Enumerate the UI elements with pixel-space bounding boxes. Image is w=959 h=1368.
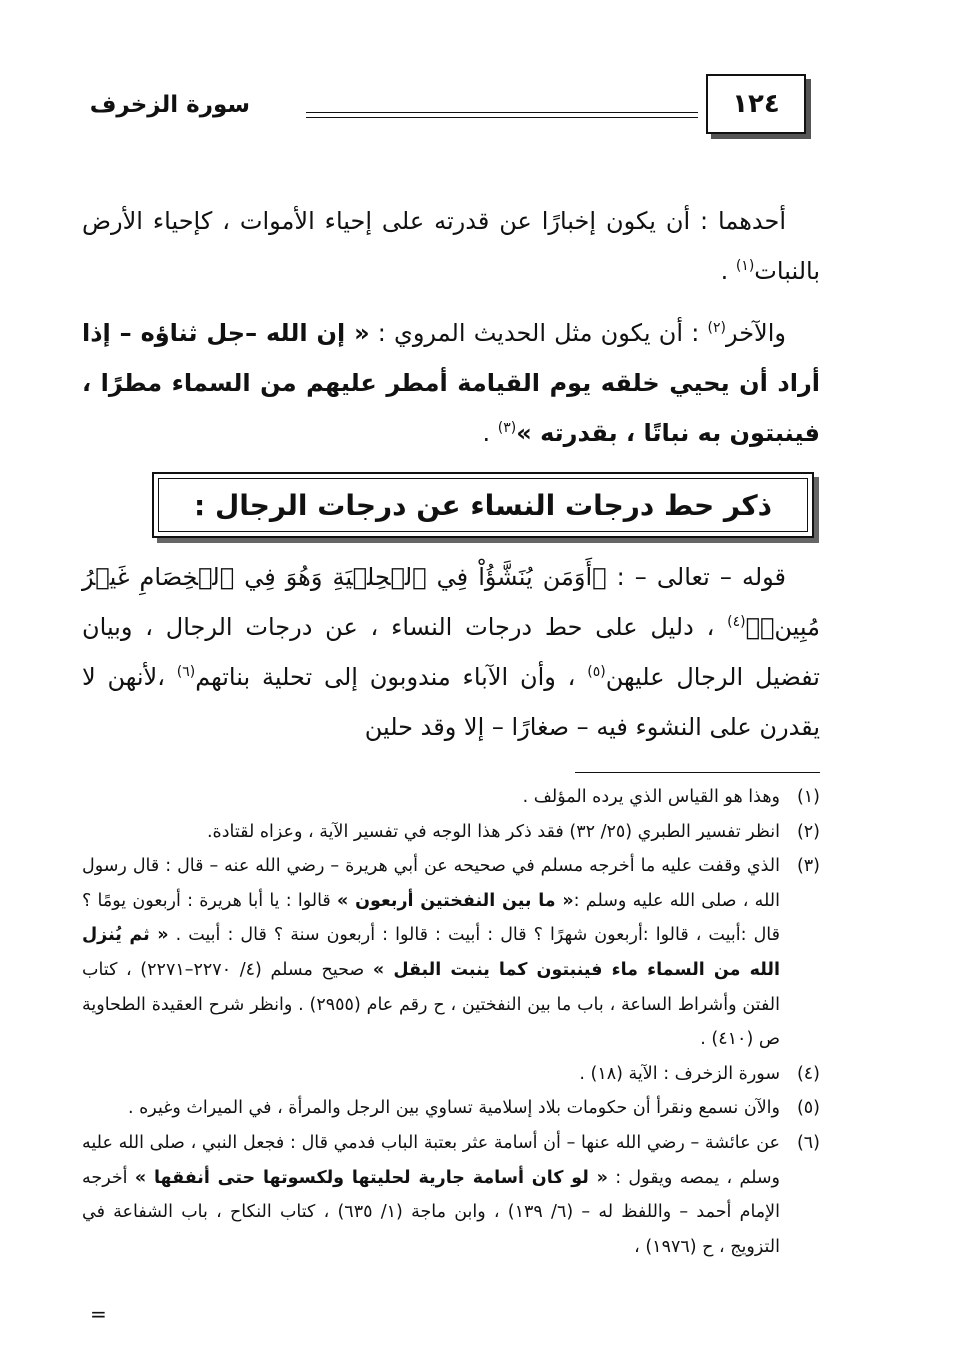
footnote-ref-6: (٦) xyxy=(176,664,196,680)
footnotes xyxy=(82,780,820,1264)
footnote-1: (١) وهذا هو القياس الذي يرده المؤلف . xyxy=(522,787,820,807)
footnote-ref-2: (٢) xyxy=(707,320,726,336)
footnote-2: (٢) انظر تفسير الطبري (٢٥/ ٣٢) فقد ذكر هذا الوجه في تفسير الآية ، وعزاه لقتادة. xyxy=(206,821,820,842)
footnote-ref-4: (٤) xyxy=(727,614,746,630)
continuation-mark: = xyxy=(90,1302,107,1326)
surah-name: سورة الزخرف xyxy=(89,92,250,118)
paragraph-2: والآخر$^{(٢)}$ : أن يكون مثل الحديث المروي : « إن الله –جل ثناؤه – إذا أراد أن يحيي خلقه يوم القيامة أمطر عليهم من السماء مطرًا ، فينبتون به نباتًا ، بقدرته »$^{(٣)}$ . xyxy=(82,319,820,447)
quran-verse: قوله – تعالى – : ﴿أَوَمَن يُنَشَّؤُاْ فِي ٱلۡحِلۡيَةِ وَهُوَ فِي ٱلۡخِصَامِ غَيۡرُ مُبِينٖ﴾ xyxy=(82,563,820,641)
body-text-top xyxy=(82,196,820,458)
footnote-ref-5: (٥) xyxy=(587,664,606,680)
footnote-ref-3: (٣) xyxy=(497,420,517,436)
paragraph-1: أحدهما : أن يكون إخبارًا عن قدرته على إحياء الأموات ، كإحياء الأرض بالنبات$^{(١)}$ . xyxy=(82,207,820,285)
footnote-3: (٣) الذي وقفت عليه ما أخرجه مسلم في صحيحه عن أبي هريرة – رضي الله عنه – قال : قال رسول الله ، صلى الله عليه وسلم :« ما بين النفختين أربعون » قالوا : يا أبا هريرة : أربعون يومًا ؟ قال :أبيت ، قالوا :أربعون شهرًا ؟ قال : أبيت : قالوا : أربعون سنة ؟ قال : أبيت . « ثم يُنزل الله من السماء ماء فينبتون كما ينبت البقل » صحيح مسلم (٤/ ٢٢٧٠–٢٢٧١) ، كتاب الفتن وأشراط الساعة ، باب ما بين النفختين ، ح رقم عام (٢٩٥٥) . وانظر شرح العقيدة الطحاوية ص (٤١٠) . xyxy=(82,856,820,1050)
footnote-ref-1: (١) xyxy=(735,258,755,274)
footnote-separator xyxy=(575,772,820,773)
footnote-5: (٥) والآن نسمع ونقرأ أن حكومات بلاد إسلامية تساوي بين الرجل والمرأة ، في الميراث وغيره . xyxy=(128,1098,820,1119)
page-number: ١٢٤ xyxy=(732,89,780,119)
header-rule xyxy=(306,112,698,118)
footnote-4: (٤) سورة الزخرف : الآية (١٨) . xyxy=(579,1063,820,1084)
footnote-6: (٦) عن عائشة – رضي الله عنها – أن أسامة عثر بعتبة الباب فدمي قال : فجعل النبي ، صلى الله عليه وسلم ، يمصه ويقول : « لو كان أسامة جارية لحليتها ولكسوتها حتى أنفقها » أخرجه الإمام أحمد – واللفظ له – (٦/ ١٣٩) ، وابن ماجة (١/ ٦٣٥) ، كتاب النكاح ، باب الشفاعة في التزويج ، ح (١٩٧٦) ، xyxy=(82,1132,820,1257)
hadith-quote: « إن الله –جل ثناؤه – إذا أراد أن يحيي خلقه يوم القيامة أمطر عليهم من السماء مطرًا ، فينبتون به نباتًا ، بقدرته » xyxy=(82,319,820,447)
paragraph-3: قوله – تعالى – : ﴿أَوَمَن يُنَشَّؤُاْ فِي ٱلۡحِلۡيَةِ وَهُوَ فِي ٱلۡخِصَامِ غَيۡرُ مُبِينٖ﴾$^{(٤)}$ ، دليل على حط درجات النساء ، عن درجات الرجال ، وبيان تفضيل الرجال عليهن$^{(٥)}$ ، وأن الآباء مندوبون إلى تحلية بناتهم$^{(٦)}$ ،لأنهن لا يقدرن على النشوء فيه – صغارًا – إلا وقد حلين xyxy=(82,563,820,741)
body-text-bottom xyxy=(82,552,820,752)
section-heading: ذكر حط درجات النساء عن درجات الرجال : xyxy=(194,488,773,522)
section-heading-box xyxy=(152,472,814,538)
page-number-box xyxy=(706,74,806,134)
